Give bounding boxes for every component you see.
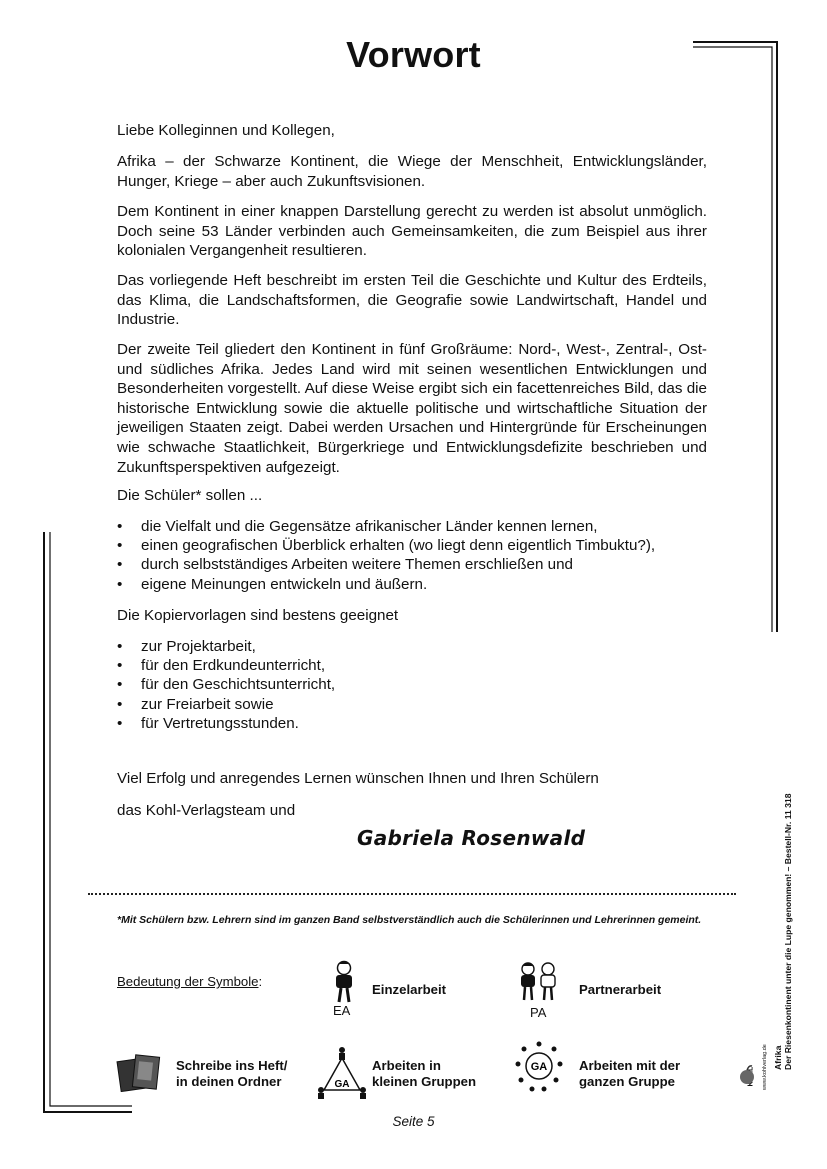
list-item: • eigene Meinungen entwickeln und äußern. bbox=[117, 575, 655, 594]
greeting: Liebe Kolleginnen und Kollegen, bbox=[117, 122, 335, 139]
paragraph-3: Das vorliegende Heft beschreibt im ersten Teil die Geschichte und Kultur des Erdteils, das Klima, die Landschaftsformen, die Geografie sowie Landwirtschaft, Handel und Industrie. bbox=[117, 272, 707, 329]
symbol-label-partnerarbeit: Partnerarbeit bbox=[579, 982, 662, 997]
uses-list bbox=[117, 637, 335, 733]
footnote: *Mit Schülern bzw. Lehrern sind im ganzen Band selbstverständlich auch die Schülerinnen und Lehrerinnen gemeint. bbox=[117, 914, 702, 926]
team-line: das Kohl-Verlagsteam und bbox=[117, 802, 296, 819]
notebook-icon bbox=[116, 1052, 162, 1092]
publisher-url-box bbox=[760, 1022, 770, 1092]
symbol-label-ganze-gruppe: Arbeiten mit der ganzen Gruppe bbox=[579, 1058, 681, 1089]
sidebar-product-info bbox=[773, 690, 791, 1070]
symbol-label-einzelarbeit: Einzelarbeit bbox=[372, 982, 447, 997]
signature: Gabriela Rosenwald bbox=[357, 826, 586, 850]
page-number: Seite 5 bbox=[392, 1114, 435, 1129]
list-item: • die Vielfalt und die Gegensätze afrikanischer Länder kennen lernen, bbox=[117, 517, 655, 536]
list-item: • einen geografischen Überblick erhalten (wo liegt denn eigentlich Timbuktu?), bbox=[117, 536, 655, 555]
paragraph-4: Der zweite Teil gliedert den Kontinent in fünf Großräume: Nord-, West-, Zentral-, Ost- und südliches Afrika. Jedes Land wird mit seinen wesentlichen Entwicklungen und Besonderheiten vorgestellt. Auf diese Weise ergibt sich ein facettenreiches Bild, das die historische Entwicklung sowie die aktuelle politische und wirtschaftliche Situation der jeweiligen Staaten zeigt. Dabei werden Ursachen und Hintergründe für Erscheinungen wie schwache Staatlichkeit, Bürgerkriege und Entwicklungsdefizite beschrieben und Zukunftsperspektiven aufgezeigt. bbox=[117, 341, 707, 476]
list-item: • zur Freiarbeit sowie bbox=[117, 695, 335, 714]
list-item: • zur Projektarbeit, bbox=[117, 637, 335, 656]
sidebar-subtitle: Der Riesenkontinent unter die Lupe genommen! – Bestell-Nr. 11 318 bbox=[783, 793, 793, 1070]
whole-group-icon bbox=[514, 1040, 564, 1094]
pair-icon bbox=[516, 960, 562, 1006]
paragraph-2: Dem Kontinent in einer knappen Darstellung gerecht zu werden ist absolut unmöglich. Doch seine 53 Länder verbinden auch Gemeinsamkeiten, die zum Beispiel aus ihrer kolonialen Vergangenheit resultieren. bbox=[117, 203, 707, 260]
list-item: • durch selbstständiges Arbeiten weitere Themen erschließen und bbox=[117, 555, 655, 574]
sidebar-title: Afrika bbox=[773, 1045, 783, 1070]
list-item: • für den Erdkundeunterricht, bbox=[117, 656, 335, 675]
materials-intro: Die Kopiervorlagen sind bestens geeignet bbox=[117, 607, 399, 624]
legend-title-colon: : bbox=[258, 974, 263, 989]
students-intro: Die Schüler* sollen ... bbox=[117, 487, 263, 504]
symbol-code-ea: EA bbox=[333, 1003, 351, 1018]
symbol-code-ga-whole: GA bbox=[530, 1061, 548, 1073]
paragraph-1: Afrika – der Schwarze Kontinent, die Wiege der Menschheit, Entwicklungsländer, Hunger, Kriege – aber auch Zukunftsvisionen. bbox=[117, 153, 707, 190]
legend-title bbox=[117, 974, 262, 989]
symbol-label-kleine-gruppen: Arbeiten in kleinen Gruppen bbox=[372, 1058, 477, 1089]
closing-line: Viel Erfolg und anregendes Lernen wünschen Ihnen und Ihren Schülern bbox=[117, 770, 599, 787]
small-group-icon bbox=[316, 1044, 368, 1100]
page-title: Vorwort bbox=[346, 34, 481, 75]
publisher-url: www.kohlverlag.de bbox=[762, 1044, 768, 1090]
student-goals-list bbox=[117, 517, 655, 594]
symbol-code-pa: PA bbox=[530, 1005, 547, 1020]
list-item: • für Vertretungsstunden. bbox=[117, 714, 335, 733]
list-item: • für den Geschichtsunterricht, bbox=[117, 675, 335, 694]
legend-title-text: Bedeutung der Symbole bbox=[117, 974, 259, 989]
dotted-divider bbox=[88, 893, 736, 895]
apple-logo-icon bbox=[738, 1064, 756, 1086]
symbol-label-heft: Schreibe ins Heft/ in deinen Ordner bbox=[176, 1058, 288, 1089]
symbol-code-ga-small: GA bbox=[334, 1079, 350, 1090]
